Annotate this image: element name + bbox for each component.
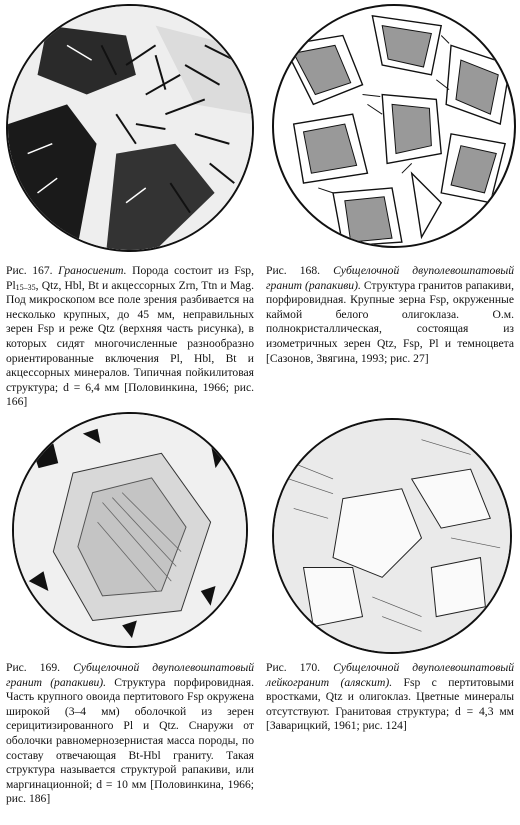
figure-text: Порода состоит из Fsp, Pl (6, 264, 254, 292)
figure-title: Субщелочной двуполевошпатовый лейкогранит (аляскит). (266, 661, 515, 689)
rapakivi-granite-micrograph-1 (272, 4, 516, 248)
figure-number: Рис. 169. (6, 661, 61, 674)
figure-170 (260, 412, 520, 825)
figure-title: Субщелочной двуполевошпатовый гранит (рапакиви). (6, 661, 255, 689)
figure-title: Субщелочной двуполевошпатовый гранит (рапакиви). (266, 264, 515, 292)
alaskite-micrograph (272, 418, 512, 654)
granosyenite-micrograph (6, 4, 254, 252)
rapakivi-granite-micrograph-2 (12, 412, 248, 648)
caption-169 (6, 661, 254, 807)
figure-number: Рис. 167. (6, 264, 53, 277)
figure-text-subscript: 15–35 (15, 282, 36, 292)
figure-text: Fsp с пертитовыми вростками, Qtz и олигоклаз. Цветные минералы отсутствуют. Гранитовая структура; d = 4,3 мм [Заварицкий, 1961; рис. 124] (266, 675, 514, 733)
figure-text: Структура порфировидная. Часть крупного овоида пертитового Fsp окружена широкой (3–4 мм) оболочкой из зерен серицитизированного Pl и Qtz. Снаружи от оболочки равномернозернистая масса породы, по составу отвечающая Bt-Hbl граниту. Такая структура называется структурой рапакиви, или маргинационной; d = 10 мм [Половинкина, 1966; рис. 186] (6, 675, 254, 806)
figure-168 (260, 0, 520, 412)
caption-170 (266, 661, 514, 734)
figure-title: Граносиенит. (58, 264, 127, 277)
figure-167 (0, 0, 260, 412)
figure-169 (0, 412, 260, 825)
caption-168 (266, 264, 514, 366)
figure-number: Рис. 170. (266, 661, 321, 674)
figure-text-continued: , Qtz, Hbl, Bt и акцессорных Zrn, Ttn и Mag. Под микроскопом все поле зрения разбивается на несколько крупных, до 45 мм, неправильных зерен Fsp и реже Qtz (верхняя часть рисунка), в которых сидят многочисленные разнообразно ориентированные включения Pl, Hbl, Bt и акцессорных минералов. Типичная пойкилитовая структура; d = 6,4 мм [Половинкина, 1966; рис. 166] (6, 278, 254, 409)
figure-number: Рис. 168. (266, 264, 321, 277)
figure-text: Структура гранитов рапакиви, порфировидная. Крупные зерна Fsp, окруженные каймой белого олигоклаза. О.м. полнокристаллическая, состоящая из изометричных зерен Qtz, Fsp, Pl и темноцвета [Сазонов, Звягина, 1993; рис. 27] (266, 278, 515, 365)
caption-167 (6, 264, 254, 410)
